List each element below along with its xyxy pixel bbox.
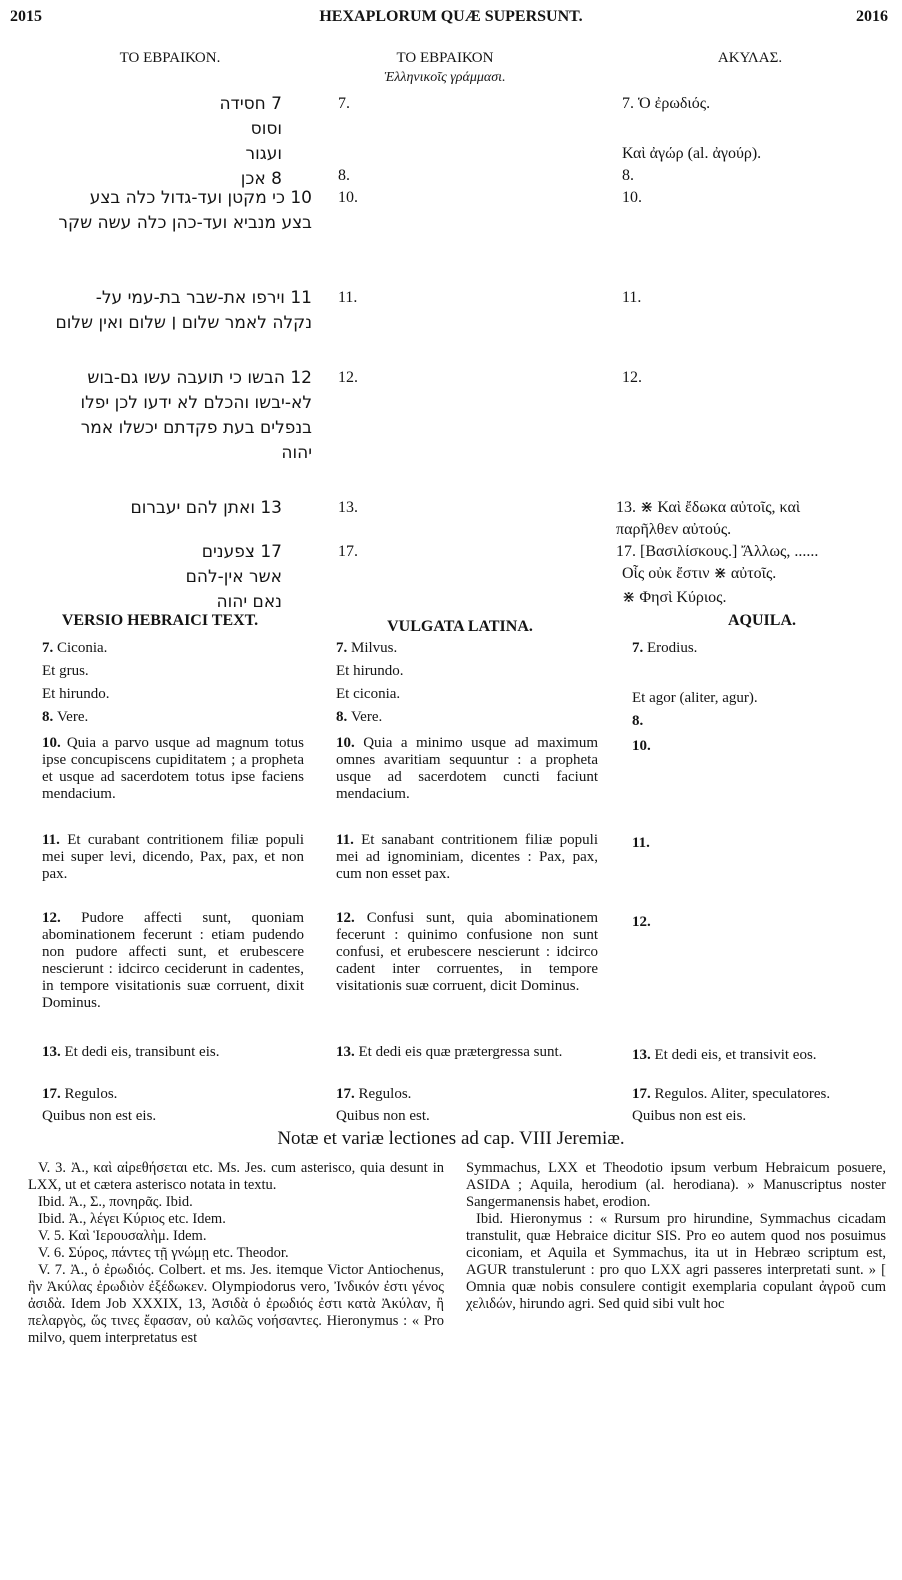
versio-v17-line2: Quibus non est eis. — [42, 1108, 157, 1124]
vulgata-v7: 7. Milvus. — [336, 640, 398, 656]
versio-v13: 13. Et dedi eis, transibunt eis. — [42, 1044, 220, 1060]
aquila-latin-v11: 11. — [632, 835, 650, 851]
note-left-6: V. 7. Ἀ., ὁ ἐρωδιός. Colbert. et ms. Jes. itemque Victor Antiochenus, ἣν Ἀκύλας ἐρωδιὸν ἐξέδωκεν. Olympiodorus vero, Ἰνδικόν ἐστι γένος ἀσιδὰ. Idem Job XXXIX, 13, Ἀσιδὰ ὁ ἐρωδιός ἐστι κατὰ Ἀκύλαν, ἢ πελαργὸς, ὥς τινες ἔφασαν, οὐ καλῶς νοήσαντες. Hieronymus : « Pro milvo, quem interpretatus est — [28, 1262, 444, 1346]
versio-v11: 11. Et curabant contritionem filiæ populi mei super levi, dicendo, Pax, pax, et non pax. — [42, 832, 304, 882]
versio-v8: 8. Vere. — [42, 709, 89, 725]
hebrew-column-title: ΤΟ ΕΒΡΑΙΚΟΝ. — [119, 50, 221, 66]
page-number-left: 2015 — [10, 8, 42, 25]
hebrew-verse-11: 11 וירפו את-שבר בת-עמי על- נקלה לאמר שלום ׀ שלום ואין שלום — [55, 288, 312, 333]
aquila-verse-10: 10. — [622, 189, 642, 206]
notes-left-column — [28, 1160, 444, 1347]
aquila-latin-v8: 8. — [632, 713, 644, 729]
vulgata-v10: 10. Quia a minimo usque ad maximum omnes avaritiam sequuntur : a propheta usque ad sacerdotem cuncti faciunt mendacium. — [336, 735, 599, 802]
vulgata-v13: 13. Et dedi eis quæ prætergressa sunt. — [336, 1044, 563, 1060]
mid-verse-10: 10. — [338, 189, 358, 206]
versio-heading: VERSIO HEBRAICI TEXT. — [61, 612, 259, 629]
aquila-latin-v7: 7. Erodius. — [632, 640, 698, 656]
note-right-2: Ibid. Hieronymus : « Rursum pro hirundine, Symmachus cicadam transtulit, quæ Hebraice dicitur SIS. Pro eo autem quod nos posuimus ciconiam, et Aquila et Symmachus, ita ut in Hebræo scriptum est, AGUR transtulerunt : pro quo LXX agri passeres interpretati sunt. » [ Omnia quæ nobis consulere contigit exemplaria copulant ἀγροῦ cum χελιδών, hirundo agri. Sed quid sibi vult hoc — [466, 1211, 886, 1312]
vulgata-v7b: Et hirundo. — [336, 663, 404, 679]
aquila-latin-heading: AQUILA. — [727, 612, 796, 629]
aquila-column-title: ΑΚΥΛΑΣ. — [717, 50, 783, 66]
aquila-latin-v7b: Et agor (aliter, agur). — [632, 690, 758, 706]
mid-verse-13: 13. — [338, 499, 358, 516]
versio-v7c: Et hirundo. — [42, 686, 110, 702]
vulgata-v7c: Et ciconia. — [336, 686, 401, 702]
aquila-latin-v12: 12. — [632, 914, 651, 930]
aquila-verse-11: 11. — [622, 289, 642, 306]
aquila-verse-8: 8. — [622, 167, 634, 184]
aquila-verse-17a: 17. [Βασιλίσκους.] Ἄλλως, ...... — [616, 543, 819, 560]
vulgata-v17: 17. Regulos. — [336, 1086, 412, 1102]
aquila-latin-v13: 13. Et dedi eis, et transivit eos. — [632, 1047, 817, 1063]
hebrew-verse-10: 10 כי מקטן ועד-גדול כלה בצע בצע מנביא ועד-כהן כלה עשה שקר — [58, 188, 312, 233]
aquila-verse-7b: Καὶ ἀγώρ (al. ἀγούρ). — [622, 145, 762, 162]
hebrew-verse-13: 13 ואתן להם יעברום — [130, 498, 282, 518]
aquila-verse-17c: ⋇ Φησὶ Κύριος. — [622, 589, 727, 606]
aquila-verse-13a: 13. ⋇ Καὶ ἔδωκα αὐτοῖς, καὶ — [616, 499, 801, 516]
versio-v7: 7. Ciconia. — [42, 640, 108, 656]
page-number-right: 2016 — [856, 8, 888, 25]
aquila-latin-v17-line2: Quibus non est eis. — [632, 1108, 747, 1124]
vulgata-v12: 12. Confusi sunt, quia abominationem fecerunt : quinimo confusione non sunt confusi, et erubescere nescierunt : idcirco cadent inter corruentes, in tempore visitationis suæ corruent, dicit Dominus. — [336, 910, 598, 994]
aquila-verse-7: 7. Ὁ ἐρωδιός. — [622, 95, 711, 112]
aquila-verse-13b: παρῆλθεν αὐτούς. — [616, 521, 732, 538]
aquila-verse-17b: Οἷς οὐκ ἔστιν ⋇ αὐτοῖς. — [622, 565, 777, 582]
versio-v12: 12. Pudore affecti sunt, quoniam abominationem fecerunt : etiam pudendo non pudore affecti sunt, et erubescere nescierunt : idcirco ceciderunt in cadentes, in tempore visitationis suæ corruent, dixit Dominus. — [42, 910, 304, 1011]
mid-verse-12: 12. — [338, 369, 358, 386]
transliteration-column-title: ΤΟ ΕΒΡΑΙΚΟΝ — [396, 50, 494, 66]
note-left-5: V. 6. Σύρος, πάντες τῇ γνώμῃ etc. Theodor. — [38, 1245, 289, 1261]
note-left-2: Ibid. Ἀ., Σ., πονηρᾶς. Ibid. — [38, 1194, 193, 1210]
vulgata-heading: VULGATA LATINA. — [387, 618, 533, 635]
versio-v17: 17. Regulos. — [42, 1086, 118, 1102]
aquila-latin-v17: 17. Regulos. Aliter, speculatores. — [632, 1086, 831, 1102]
note-right-1: Symmachus, LXX et Theodotio ipsum verbum Hebraicum posuere, ASIDA ; Aquila, herodium (al. herodiana). » Manuscriptus noster Sangermanensis habet, erodion. — [466, 1160, 886, 1210]
mid-verse-11: 11. — [338, 289, 358, 306]
running-header — [0, 8, 902, 32]
mid-verse-7: 7. — [338, 95, 350, 112]
notes-right-column — [466, 1160, 886, 1313]
mid-verse-17: 17. — [338, 543, 358, 560]
hebrew-verse-12: 12 הבשו כי תועבה עשו גם-בוש לא-יבשו והכלם לא ידעו לכן יפלו בנפלים בעת פקדתם יכשלו אמר יהוה — [80, 368, 312, 463]
aquila-latin-v10: 10. — [632, 738, 651, 754]
notes-title: Notæ et variæ lectiones ad cap. VIII Jeremiæ. — [277, 1128, 625, 1149]
note-left-1: V. 3. Ἀ., καὶ αἱρεθήσεται etc. Ms. Jes. cum asterisco, quia desunt in LXX, ut et cætera asterisco notata in textu. — [28, 1160, 444, 1193]
note-left-4: V. 5. Καὶ Ἱερουσαλὴμ. Idem. — [38, 1228, 207, 1244]
transliteration-column-subtitle: Ἑλληνικοῖς γράμμασι. — [384, 70, 506, 85]
hebrew-verse-17: 17 צפענים אשר אין-להם נאם יהוה — [185, 542, 282, 612]
vulgata-v17-line2: Quibus non est. — [336, 1108, 430, 1124]
running-title: HEXAPLORUM QUÆ SUPERSUNT. — [319, 8, 583, 25]
versio-v10: 10. Quia a parvo usque ad magnum totus ipse concupiscens cupiditatem ; a propheta et usque ad sacerdotem totus ipse faciens mendacium. — [42, 735, 305, 802]
note-left-3: Ibid. Ἀ., λέγει Κύριος etc. Idem. — [38, 1211, 226, 1227]
aquila-verse-12: 12. — [622, 369, 642, 386]
vulgata-v11: 11. Et sanabant contritionem filiæ populi mei ad ignominiam, dicentes : Pax, pax, cum non esset pax. — [336, 832, 598, 882]
versio-v7b: Et grus. — [42, 663, 89, 679]
mid-verse-8: 8. — [338, 167, 350, 184]
hebrew-verses-7-8: 7 חסידה וסוס ועגור 8 אכן — [219, 94, 282, 189]
vulgata-v8: 8. Vere. — [336, 709, 383, 725]
